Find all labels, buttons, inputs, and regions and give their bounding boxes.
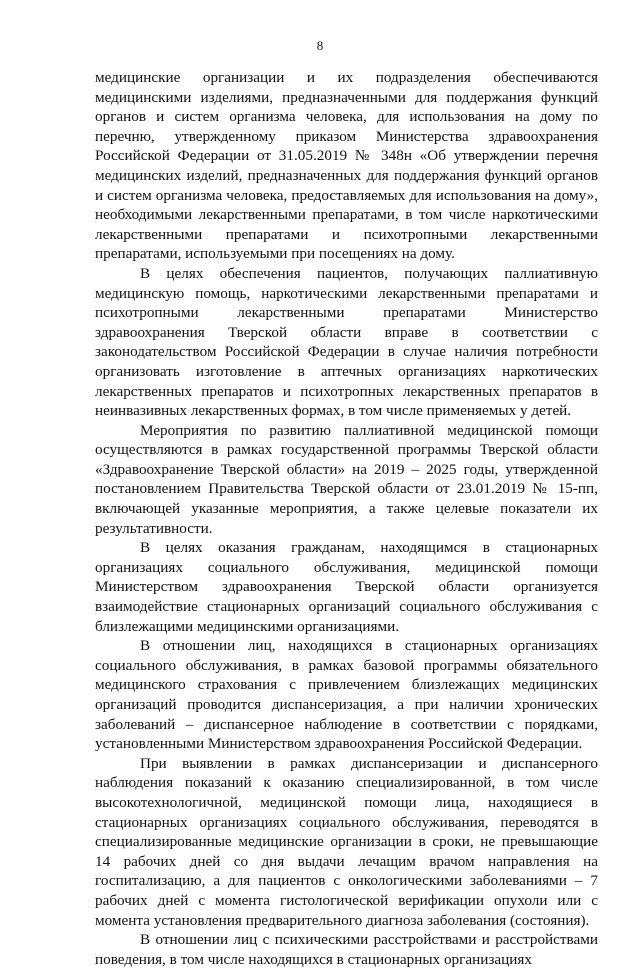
paragraph-mental-disorders: В отношении лиц с психическими расстройствами и расстройствами поведения, в том числе находящихся в стационарных организациях: [95, 931, 598, 968]
page-number: 8: [316, 38, 324, 53]
paragraph-continuation: медицинские организации и их подразделения обеспечиваются медицинскими изделиями, предназначенными для поддержания функций органов и систем организма человека, для использования на дому по перечню, утвержденному приказом Министерства здравоохранения Российской Федерации от 31.05.2019 № 348н «Об утверждении перечня медицинских изделий, предназначенных для поддержания функций органов и систем организма человека, предоставляемых для использования на дому», необходимыми лекарственными препаратами, в том числе наркотическими лекарственными препаратами и психотропными лекарственными препаратами, используемыми при посещениях на дому.: [95, 69, 598, 263]
paragraph-dispensary-examination: В отношении лиц, находящихся в стационарных организациях социального обслуживания, в рамках базовой программы обязательного медицинского страхования с привлечением близлежащих медицинских организаций проводится диспансеризация, а при наличии хронических заболеваний – диспансерное наблюдение в соответствии с порядками, установленными Министерством здравоохранения Российской Федерации.: [95, 637, 598, 753]
document-body: [95, 68, 598, 969]
paragraph-specialized-care: При выявлении в рамках диспансеризации и диспансерного наблюдения показаний к оказанию специализированной, в том числе высокотехнологичной, медицинской помощи лица, находящиеся в стационарных организациях социального обслуживания, переводятся в специализированные медицинские организации в сроки, не превышающие 14 рабочих дней со дня выдачи лечащим врачом направления на госпитализацию, а для пациентов с онкологическими заболеваниями – 7 рабочих дней с момента гистологической верификации опухоли или с момента установления предварительного диагноза заболевания (состояния).: [95, 754, 598, 929]
paragraph-narcotic-drugs: В целях обеспечения пациентов, получающих паллиативную медицинскую помощь, наркотическими лекарственными препаратами и психотропными лекарственными препаратами Министерство здравоохранения Тверской области вправе в соответствии с законодательством Российской Федерации в случае наличия потребности организовать изготовление в аптечных организациях наркотических лекарственных препаратов и психотропных лекарственных препаратов в неинвазивных лекарственных формах, в том числе применяемых у детей.: [95, 264, 598, 420]
paragraph-state-program: Мероприятия по развитию паллиативной медицинской помощи осуществляются в рамках государственной программы Тверской области «Здравоохранение Тверской области» на 2019 – 2025 годы, утвержденной постановлением Правительства Тверской области от 23.01.2019 № 15-пп, включающей указанные мероприятия, а также целевые показатели их результативности.: [95, 421, 598, 537]
paragraph-social-service-interaction: В целях оказания гражданам, находящимся в стационарных организациях социального обслуживания, медицинской помощи Министерством здравоохранения Тверской области организуется взаимодействие стационарных организаций социального обслуживания с близлежащими медицинскими организациями.: [95, 539, 598, 635]
